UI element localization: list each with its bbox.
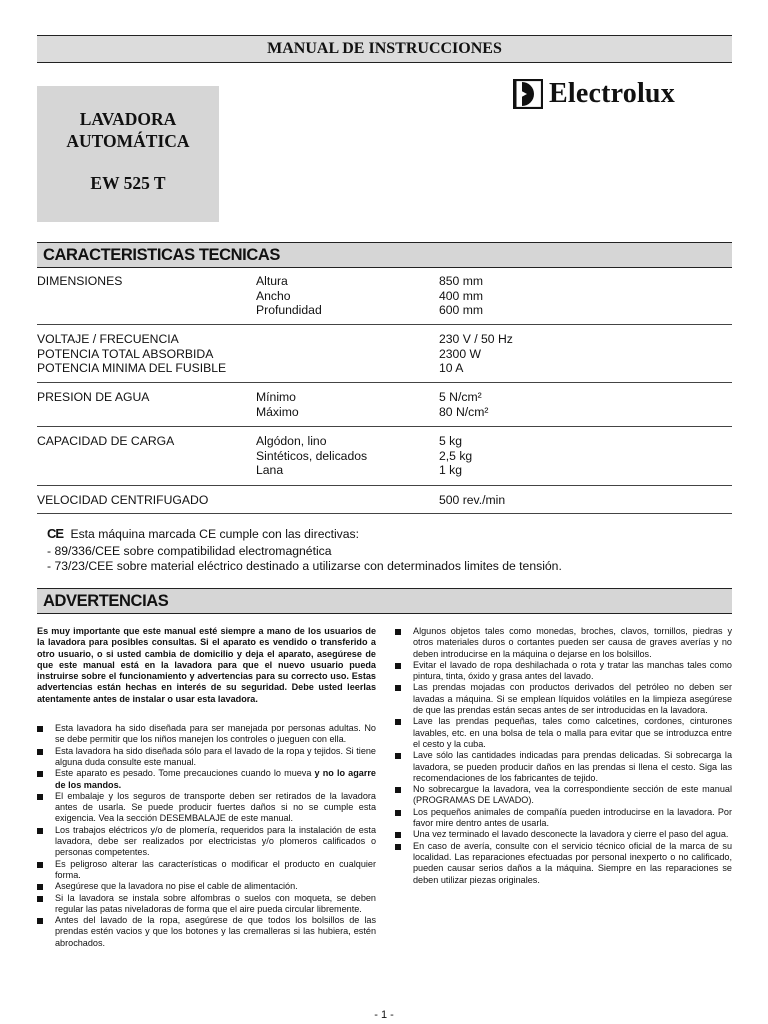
ce-mark-icon: CE — [47, 526, 64, 541]
spec-divider — [37, 513, 732, 514]
manual-title: MANUAL DE INSTRUCCIONES — [267, 40, 502, 57]
spec-label: VELOCIDAD CENTRIFUGADO — [37, 493, 209, 507]
warning-item: Los pequeños animales de compañía pueden introducirse en la lavadora. Por favor mire dentro antes de usarla. — [395, 807, 732, 830]
bullet-square-icon — [37, 749, 43, 755]
warning-item: Una vez terminado el lavado desconecte la lavadora y cierre el paso del agua. — [395, 829, 732, 840]
product-title-box — [37, 86, 219, 222]
manual-header-bar — [37, 35, 732, 63]
page-number: - 1 - — [374, 1009, 394, 1021]
bullet-square-icon — [395, 685, 401, 691]
specs-title: CARACTERISTICAS TECNICAS — [43, 246, 280, 264]
warning-item: Las prendas mojadas con productos derivados del petróleo no deben ser lavadas a máquina. Si se emplean líquidos volátiles en la limpieza asegúrese de que las prendas están secas antes de ser introducidas en la lavadora. — [395, 682, 732, 716]
bullet-square-icon — [37, 918, 43, 924]
ce-statement: Esta máquina marcada CE cumple con las directivas: — [70, 527, 360, 541]
warnings-intro: Es muy importante que este manual esté siempre a mano de los usuarios de la lavadora para posibles consultas. Si el aparato es vendido o transferido a otro usuario, o si usted cambia de domicilio y deja el aparato, asegúrese de que este manual está en la lavadora para que el nuevo usuario pueda instruirse sobre el funcionamiento y advertencias para su correcto uso. Estas advertencias están hechas en interés de su seguridad. Debe usted leerlas atentamente antes de instalar o usar esta lavadora. — [37, 626, 376, 704]
spec-value: 2,5 kg — [439, 448, 473, 463]
bullet-square-icon — [37, 884, 43, 890]
warning-item: Lave las prendas pequeñas, tales como calcetines, cordones, cinturones lavables, etc. en una bolsa de tela o malla para evitar que se introduzca entre el cesto y la cuba. — [395, 716, 732, 750]
spec-sub: Lana — [256, 463, 284, 478]
spec-value: 80 N/cm² — [439, 404, 489, 419]
ce-statement-line — [47, 527, 359, 542]
warning-item: Esta lavadora ha sido diseñada para ser manejada por personas adultas. No se debe permitir que los niños manejen los controles o jueguen con ella. — [37, 723, 376, 746]
warning-emphasis: y no lo agarre de los mandos. — [55, 768, 376, 790]
warning-item: Evitar el lavado de ropa deshilachada o rota y tratar las manchas tales como pintura, tinta, óxido y grasa antes del lavado. — [395, 660, 732, 683]
bullet-square-icon — [37, 828, 43, 834]
ce-directives — [47, 544, 562, 573]
warning-item: Es peligroso alterar las características o modificar el producto en cualquier forma. — [37, 859, 376, 882]
spec-divider — [37, 382, 732, 383]
warning-item: Algunos objetos tales como monedas, broches, clavos, tornillos, piedras y otros materiales duros o cortantes pueden ser causa de graves averías y no deben introducirse en la máquina o dejarse en los bolsillos. — [395, 626, 732, 660]
bullet-square-icon — [395, 832, 401, 838]
spec-sub: Altura — [256, 274, 288, 288]
spec-label: VOLTAJE / FRECUENCIA — [37, 332, 179, 346]
product-name-line1: LAVADORA — [79, 109, 177, 129]
warning-item: En caso de avería, consulte con el servicio técnico oficial de la marca de su localidad. Las reparaciones efectuadas por personal inexperto o no calificado, pueden causar serios daños a la máquina. Siempre en las reparaciones se deben utilizar piezas originales. — [395, 841, 732, 886]
spec-divider — [37, 426, 732, 427]
warning-item: Si la lavadora se instala sobre alfombras o suelos con moqueta, se deben regular las patas niveladoras de forma que el aire pueda circular libremente. — [37, 893, 376, 916]
warning-item: Antes del lavado de la ropa, asegúrese de que todos los bolsillos de las prendas estén vacios y que los botones y las cremalleras si las hubiera, estén abrochados. — [37, 915, 376, 949]
bullet-square-icon — [37, 771, 43, 777]
warning-item: No sobrecargue la lavadora, vea la correspondiente sección de este manual (PROGRAMAS DE LAVADO). — [395, 784, 732, 807]
product-model: EW 525 T — [90, 173, 166, 193]
warnings-left-column — [37, 626, 376, 949]
brand-name: Electrolux — [549, 78, 675, 109]
spec-value: 400 mm — [439, 288, 484, 303]
product-name-line2: AUTOMÁTICA — [66, 131, 190, 151]
spec-value: 2300 W — [439, 346, 482, 361]
spec-sub: Algódon, lino — [256, 434, 327, 448]
bullet-square-icon — [395, 663, 401, 669]
spec-value: 5 N/cm² — [439, 390, 482, 404]
directive-item: - 89/336/CEE sobre compatibilidad electromagnética — [47, 544, 332, 558]
warning-item: Asegúrese que la lavadora no pise el cable de alimentación. — [37, 881, 376, 892]
warnings-title: ADVERTENCIAS — [43, 592, 169, 610]
bullet-square-icon — [395, 719, 401, 725]
warning-item: Los trabajos eléctricos y/o de plomería, requeridos para la instalación de esta lavadora, debe ser realizados por electricistas y/o plomeros calificados o personas competentes. — [37, 825, 376, 859]
warning-item: Esta lavadora ha sido diseñada sólo para el lavado de la ropa y tejidos. Si tiene alguna duda consulte este manual. — [37, 746, 376, 769]
warning-item: El embalaje y los seguros de transporte deben ser retirados de la lavadora antes de usarla. Se puede producir fuertes daños si no se cumple esta exigencia. Vea la sección DESEMBALAJE de este manual. — [37, 791, 376, 825]
bullet-square-icon — [395, 810, 401, 816]
directive-item: - 73/23/CEE sobre material eléctrico destinado a utilizarse con determinados limites de tensión. — [47, 558, 562, 573]
spec-value: 850 mm — [439, 274, 484, 288]
spec-divider — [37, 485, 732, 486]
spec-sub: Sintéticos, delicados — [256, 448, 368, 463]
spec-label: POTENCIA MINIMA DEL FUSIBLE — [37, 361, 227, 376]
spec-value: 5 kg — [439, 434, 463, 448]
bullet-square-icon — [37, 862, 43, 868]
spec-sub: Ancho — [256, 288, 291, 303]
warning-item: Este aparato es pesado. Tome precauciones cuando lo mueva y no lo agarre de los mandos. — [37, 768, 376, 791]
specs-section-bar — [37, 242, 732, 268]
bullet-square-icon — [37, 896, 43, 902]
spec-label: POTENCIA TOTAL ABSORBIDA — [37, 346, 214, 361]
electrolux-logo-mark-icon — [513, 79, 543, 109]
spec-label: PRESION DE AGUA — [37, 390, 150, 404]
bullet-square-icon — [395, 787, 401, 793]
spec-label: DIMENSIONES — [37, 274, 123, 288]
warning-item: Lave sólo las cantidades indicadas para prendas delicadas. Si sobrecarga la lavadora, se pueden producir daños en las prendas si llena el cesto. Siga las recomendaciones de los fabricantes de tejido. — [395, 750, 732, 784]
spec-label: CAPACIDAD DE CARGA — [37, 434, 175, 448]
spec-sub: Máximo — [256, 404, 299, 419]
bullet-square-icon — [37, 794, 43, 800]
bullet-square-icon — [395, 844, 401, 850]
spec-sub: Mínimo — [256, 390, 296, 404]
spec-value: 230 V / 50 Hz — [439, 332, 513, 346]
spec-value: 1 kg — [439, 463, 463, 478]
spec-value: 10 A — [439, 361, 464, 376]
spec-divider — [37, 324, 732, 325]
warnings-right-column — [395, 626, 732, 886]
bullet-square-icon — [395, 629, 401, 635]
brand-logo — [513, 78, 675, 110]
bullet-square-icon — [395, 753, 401, 759]
spec-sub: Profundidad — [256, 303, 322, 318]
spec-value: 500 rev./min — [439, 493, 506, 507]
bullet-square-icon — [37, 726, 43, 732]
spec-value: 600 mm — [439, 303, 484, 318]
warnings-section-bar — [37, 588, 732, 614]
